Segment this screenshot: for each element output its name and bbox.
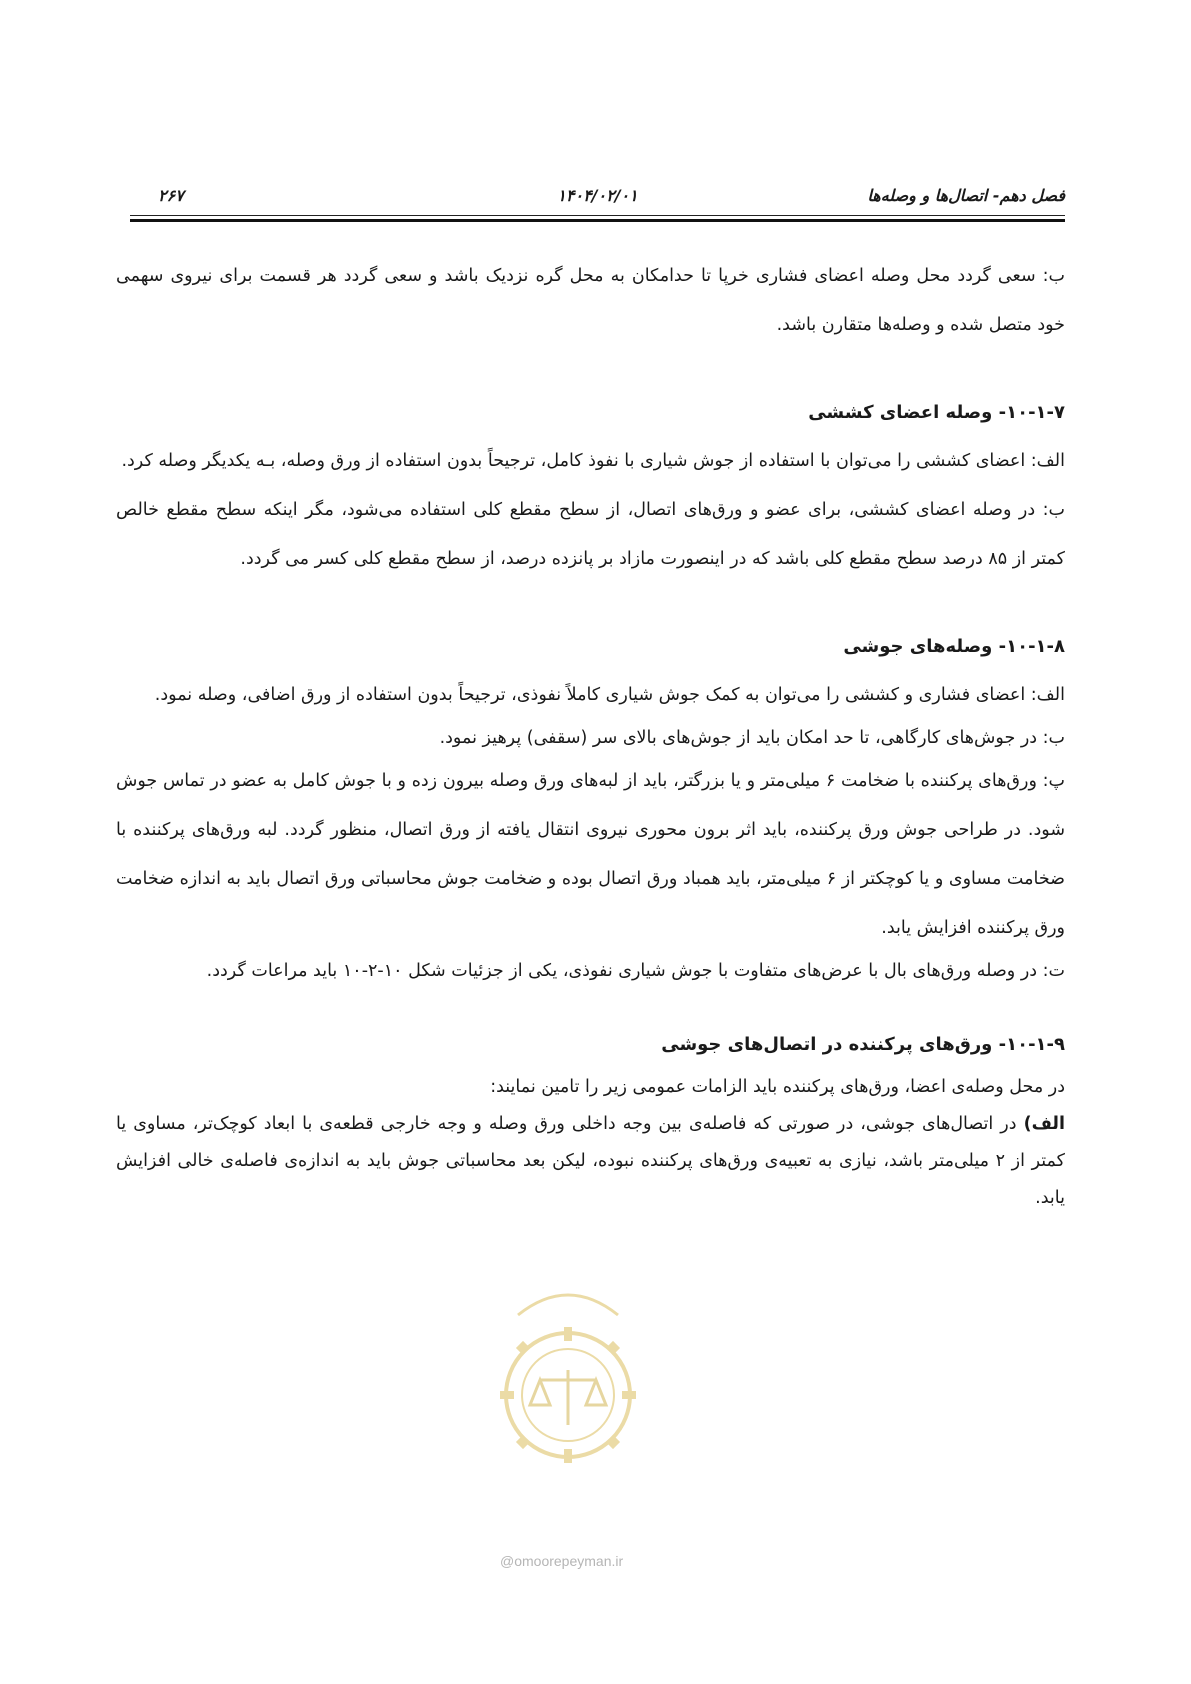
intro-paragraph: ب: سعی گردد محل وصله اعضای فشاری خرپا تا حدامکان به محل گره نزدیک باشد و سعی گردد هر قسمت برای نیروی سهمی خود متصل شده و وصله‌ها متقارن باشد.: [116, 266, 1065, 335]
section-9-para-a-text: در اتصال‌های جوشی، در صورتی که فاصله‌ی بین وجه داخلی ورق وصله و وجه خارجی قطعه‌ی با ابعاد کوچک‌تر، مساوی یا کمتر از ۲ میلی‌متر باشد، نیازی به تعبیه‌ی ورق‌های پرکننده نبوده، لیکن بعد محاسباتی جوش باید به اندازه‌ی فاصله‌ی خالی افزایش یابد.: [116, 1114, 1065, 1208]
header-rule-thick: [130, 219, 1065, 222]
section-8-para-b: ب: در جوش‌های کارگاهی، تا حد امکان باید از جوش‌های بالای سر (سقفی) پرهیز نمود.: [439, 728, 1065, 748]
section-8-para-p: پ: ورق‌های پرکننده با ضخامت ۶ میلی‌متر و یا بزرگتر، باید از لبه‌های ورق وصله بیرون زده و با جوش کامل به عضو در تماس جوش شود. در طراحی جوش ورق پرکننده، باید اثر برون محوری نیروی انتقال یافته از ورق اتصال، منظور گردد. لبه ورق‌های پرکننده با ضخامت مساوی و یا کوچکتر از ۶ میلی‌متر، باید همباد ورق اتصال بوده و ضخامت جوش محاسباتی ورق اتصال باید به اندازه ضخامت ورق پرکننده افزایش یابد.: [116, 771, 1066, 938]
section-9-heading: ۱۰-۱-۹- ورق‌های پرکننده در اتصال‌های جوشی: [661, 1034, 1065, 1055]
spacer: [116, 584, 1065, 622]
header-date: ۱۴۰۴/۰۲/۰۱: [557, 186, 638, 205]
section-9-para-a: [116, 1106, 1065, 1217]
spacer: [116, 350, 1065, 388]
section-9-para-a-label: الف): [1023, 1114, 1065, 1134]
watermark-url: @omoorepeyman.ir: [500, 1553, 624, 1569]
chapter-title: فصل دهم- اتصال‌ها و وصله‌ها: [867, 186, 1065, 205]
watermark-seal-icon: [478, 1275, 658, 1495]
section-7-para-b: ب: در وصله اعضای کششی، برای عضو و ورق‌های اتصال، از سطح مقطع کلی استفاده می‌شود، مگر اینکه سطح مقطع خالص کمتر از ۸۵ درصد سطح مقطع کلی باشد که در اینصورت مازاد بر پانزده درصد، از سطح مقطع کلی کسر می گردد.: [116, 500, 1065, 569]
section-7-para-a: الف: اعضای کششی را می‌توان با استفاده از جوش شیاری با نفوذ کامل، ترجیحاً بدون استفاده از ورق وصله، بـه یکدیگر وصله کرد.: [121, 451, 1065, 471]
section-8-para-t: ت: در وصله ورق‌های بال با عرض‌های متفاوت با جوش شیاری نفوذی، یکی از جزئیات شکل ۱۰-۲-۱۰ باید مراعات گردد.: [206, 961, 1065, 981]
section-7-heading: ۱۰-۱-۷- وصله اعضای کششی: [808, 402, 1065, 423]
section-8-heading: ۱۰-۱-۸- وصله‌های جوشی: [843, 636, 1065, 657]
section-8-para-a: الف: اعضای فشاری و کششی را می‌توان به کمک جوش شیاری کاملاً نفوذی، ترجیحاً بدون استفاده از ورق اضافی، وصله نمود.: [154, 685, 1065, 705]
header-rule-thin: [130, 215, 1065, 216]
spacer: [116, 990, 1065, 1020]
page-content: [116, 252, 1065, 1217]
page-header: [130, 186, 1065, 212]
page-number: ۲۶۷: [158, 186, 184, 205]
section-9-intro: در محل وصله‌ی اعضا، ورق‌های پرکننده باید الزامات عمومی زیر را تامین نمایند:: [490, 1077, 1065, 1097]
